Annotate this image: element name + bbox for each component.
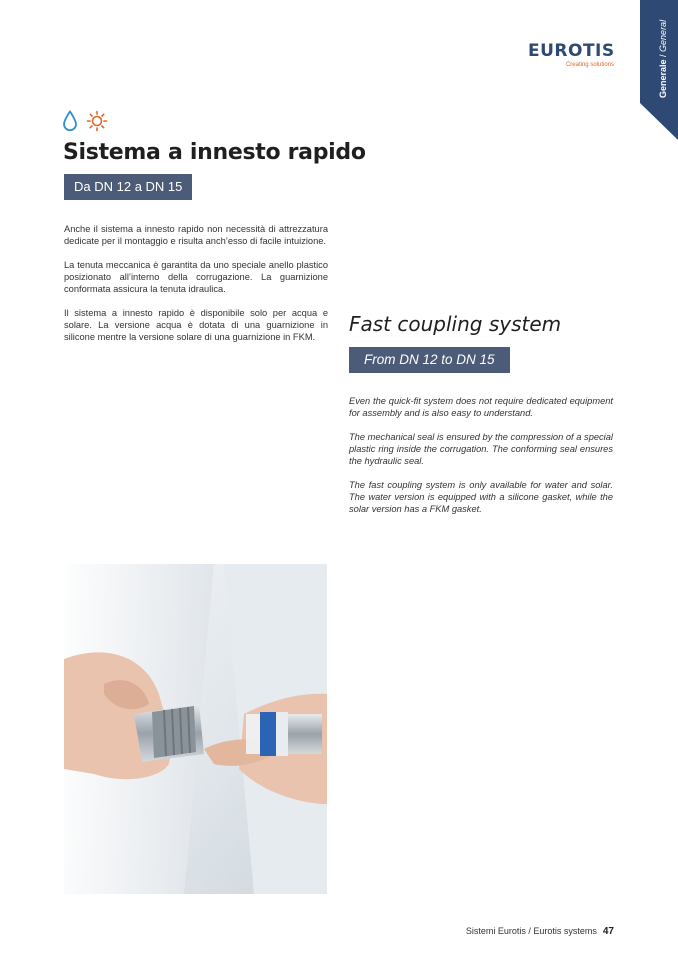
footer-text: Sistemi Eurotis / Eurotis systems <box>465 926 597 936</box>
corner-tab-label: Generale / General <box>658 19 668 98</box>
italian-body <box>64 223 328 355</box>
english-size-band: From DN 12 to DN 15 <box>349 347 510 373</box>
section-corner-tab <box>640 0 678 140</box>
italian-title: Sistema a innesto rapido <box>63 140 366 165</box>
sun-icon <box>86 110 108 137</box>
page-number: 47 <box>602 926 614 937</box>
italian-paragraph: Anche il sistema a innesto rapido non necessità di attrezzatura dedicate per il montaggio e risulta anch’esso di facile intuizione. <box>64 224 328 246</box>
english-paragraph: The fast coupling system is only available for water and solar. The water version is equipped with a silicone gasket, while the solar version has a FKM gasket. <box>349 480 613 514</box>
application-icons <box>62 112 108 134</box>
page-footer <box>466 926 614 937</box>
italian-paragraph: Il sistema a innesto rapido è disponibile solo per acqua e solare. La versione acqua è dotata di una guarnizione in silicone mentre la versione solare di una guarnizione in FKM. <box>64 308 328 342</box>
hands-holding-fitting-image <box>64 564 327 894</box>
brand-logo <box>528 42 614 69</box>
english-title: Fast coupling system <box>349 312 562 336</box>
logo-wordmark: EUROTIS <box>528 41 615 61</box>
water-drop-icon <box>62 110 78 137</box>
italian-paragraph: La tenuta meccanica è garantita da uno speciale anello plastico posizionato all’interno della corrugazione. La guarnizione conformata assicura la tenuta idraulica. <box>64 260 328 294</box>
logo-tagline: Creating solutions <box>565 62 614 68</box>
english-body <box>349 395 613 527</box>
italian-size-band: Da DN 12 a DN 15 <box>64 174 192 200</box>
product-photo <box>64 564 327 894</box>
english-paragraph: The mechanical seal is ensured by the compression of a special plastic ring inside the corrugation. The conforming seal ensures the hydraulic seal. <box>349 432 613 466</box>
english-paragraph: Even the quick-fit system does not require dedicated equipment for assembly and is also easy to understand. <box>349 396 613 418</box>
